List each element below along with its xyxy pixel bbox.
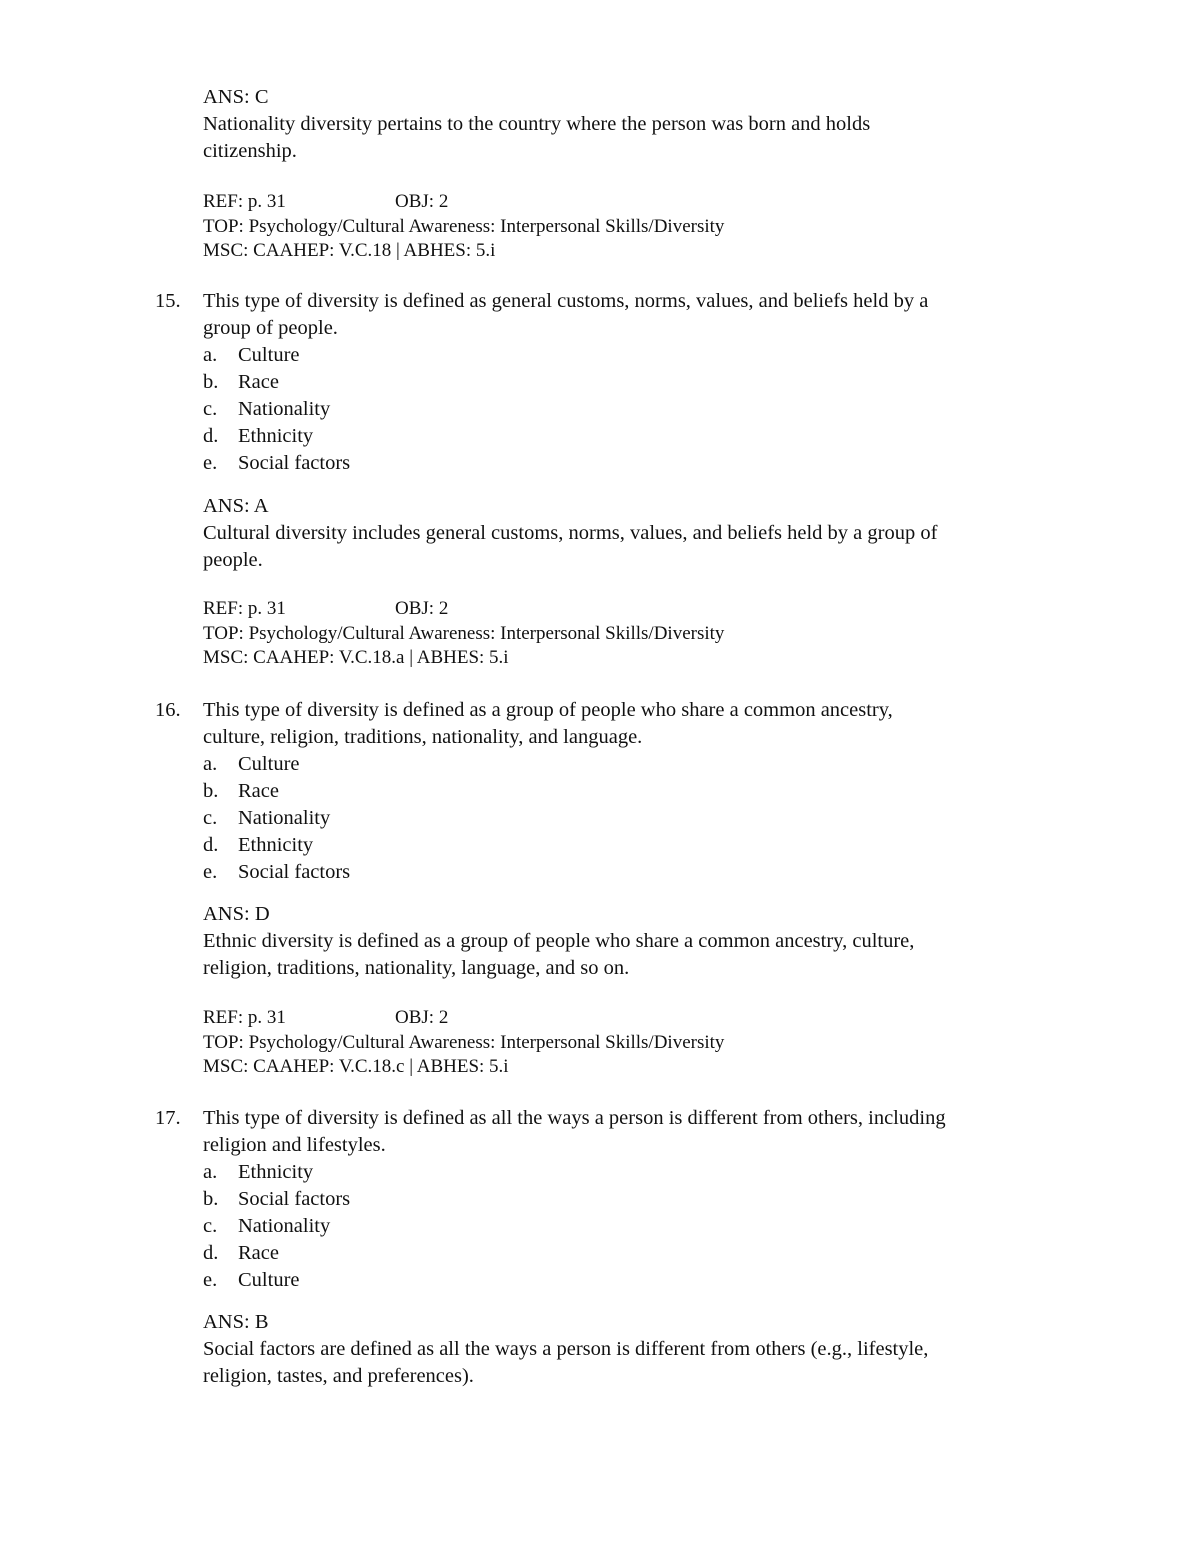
option-a [203,751,1085,778]
topic-field: TOP: Psychology/Cultural Awareness: Interpersonal Skills/Diversity [203,215,725,237]
option-text: Ethnicity [238,834,314,856]
option-c [203,396,1085,423]
option-text: Social factors [238,861,351,883]
option-b [203,369,1085,396]
question-17 [155,1105,1085,1294]
msc-field: MSC: CAAHEP: V.C.18.a | ABHES: 5.i [203,647,509,668]
ref-field: REF: p. 31 [203,598,286,619]
rationale-line: people. [203,549,263,571]
option-d [203,1240,1085,1267]
question-stem-line: religion and lifestyles. [203,1134,386,1156]
option-a [203,1159,1085,1186]
option-letter: c. [203,1215,218,1237]
answer-key: ANS: B [203,1311,269,1333]
option-d [203,423,1085,450]
ref-obj-line [203,1006,1083,1031]
obj-field: OBJ: 2 [395,191,449,212]
answer-block-16 [203,901,1083,982]
rationale-line: Cultural diversity includes general customs, norms, values, and beliefs held by a group of [203,522,938,544]
answer-block-14 [203,84,1083,165]
option-c [203,805,1085,832]
option-e [203,859,1085,886]
question-stem-line: This type of diversity is defined as all the ways a person is different from others, including [203,1107,946,1129]
option-text: Culture [238,753,300,775]
question-number: 16. [155,699,181,721]
topic-field: TOP: Psychology/Cultural Awareness: Interpersonal Skills/Diversity [203,1031,725,1053]
option-e [203,450,1085,477]
option-letter: c. [203,398,218,420]
option-letter: d. [203,834,219,856]
option-list [203,1159,1085,1294]
option-text: Nationality [238,807,331,829]
ref-obj-line [203,597,1083,622]
option-letter: d. [203,425,219,447]
answer-key: ANS: A [203,495,269,517]
option-list [203,751,1085,886]
option-letter: e. [203,1269,218,1291]
option-c [203,1213,1085,1240]
option-text: Culture [238,344,300,366]
metadata-block-16 [203,1006,1083,1080]
option-text: Nationality [238,1215,331,1237]
question-15 [155,288,1085,477]
question-stem-line: group of people. [203,317,338,339]
ref-field: REF: p. 31 [203,1007,286,1028]
option-letter: a. [203,344,218,366]
option-text: Nationality [238,398,331,420]
question-stem-line: This type of diversity is defined as a group of people who share a common ancestry, [203,699,893,721]
option-letter: b. [203,371,219,393]
answer-block-15 [203,493,1083,574]
question-number: 17. [155,1107,181,1129]
rationale-line: Nationality diversity pertains to the country where the person was born and holds [203,113,871,135]
topic-field: TOP: Psychology/Cultural Awareness: Interpersonal Skills/Diversity [203,622,725,644]
question-stem-line: culture, religion, traditions, nationality, and language. [203,726,643,748]
option-text: Ethnicity [238,425,314,447]
option-letter: d. [203,1242,219,1264]
option-b [203,778,1085,805]
option-letter: a. [203,1161,218,1183]
answer-key: ANS: C [203,86,269,108]
metadata-block-14 [203,190,1083,264]
question-stem-line: This type of diversity is defined as general customs, norms, values, and beliefs held by a [203,290,929,312]
option-a [203,342,1085,369]
option-letter: a. [203,753,218,775]
option-text: Race [238,371,279,393]
option-text: Ethnicity [238,1161,314,1183]
option-text: Race [238,1242,279,1264]
rationale-line: Social factors are defined as all the ways a person is different from others (e.g., lifestyle, [203,1338,929,1360]
option-letter: e. [203,861,218,883]
option-letter: b. [203,780,219,802]
ref-field: REF: p. 31 [203,191,286,212]
option-e [203,1267,1085,1294]
rationale-line: religion, traditions, nationality, language, and so on. [203,957,630,979]
metadata-block-15 [203,597,1083,671]
ref-obj-line [203,190,1083,215]
option-list [203,342,1085,477]
option-d [203,832,1085,859]
option-b [203,1186,1085,1213]
option-text: Culture [238,1269,300,1291]
option-text: Race [238,780,279,802]
question-16 [155,697,1085,886]
option-letter: b. [203,1188,219,1210]
obj-field: OBJ: 2 [395,598,449,619]
option-letter: e. [203,452,218,474]
option-text: Social factors [238,452,351,474]
answer-block-17 [203,1309,1083,1390]
rationale-line: citizenship. [203,140,297,162]
obj-field: OBJ: 2 [395,1007,449,1028]
msc-field: MSC: CAAHEP: V.C.18.c | ABHES: 5.i [203,1056,509,1077]
answer-key: ANS: D [203,903,270,925]
msc-field: MSC: CAAHEP: V.C.18 | ABHES: 5.i [203,240,496,261]
option-text: Social factors [238,1188,351,1210]
option-letter: c. [203,807,218,829]
rationale-line: religion, tastes, and preferences). [203,1365,474,1387]
rationale-line: Ethnic diversity is defined as a group of people who share a common ancestry, culture, [203,930,915,952]
question-number: 15. [155,290,181,312]
